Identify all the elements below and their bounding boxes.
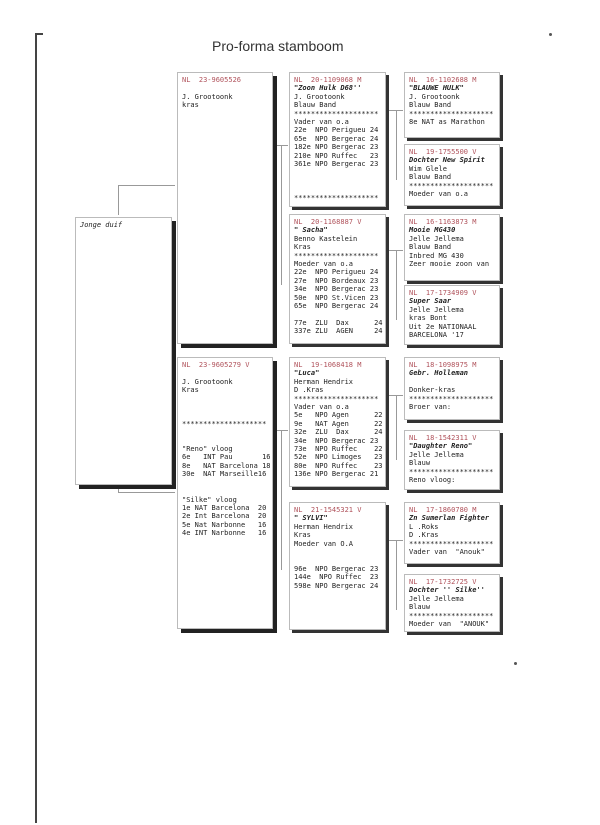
pedigree-line: 27e NPO Bordeaux 23: [294, 276, 379, 285]
pedigree-line: [182, 411, 270, 419]
pedigree-line: [294, 168, 383, 176]
fff-card: [404, 72, 500, 138]
mother-ring: NL 23-9605279 V: [182, 361, 250, 369]
pedigree-line: ********************: [409, 539, 494, 548]
pedigree-line: 22e NPO Perigueu 24: [294, 268, 379, 277]
pedigree-line: Blauw Band: [409, 243, 452, 252]
pedigree-line: Zeer mooie zoon van: [409, 260, 490, 269]
pedigree-line: [294, 177, 383, 185]
connector-line: [118, 185, 175, 186]
pedigree-line: 598e NPO Bergerac 24: [294, 581, 379, 590]
page-title: Pro-forma stamboom: [212, 38, 344, 54]
father-card: [177, 72, 273, 344]
subject-label: Jonge duif: [80, 221, 123, 229]
pedigree-line: Inbred MG 430: [409, 251, 464, 260]
pedigree-line: 65e NPO Bergerac 24: [294, 134, 379, 143]
connector-line: [118, 185, 119, 215]
father-lines: [182, 93, 270, 110]
fm-ring: NL 20-1168887 V: [294, 218, 362, 226]
pedigree-line: 30e NAT Marseille16: [182, 470, 267, 479]
pedigree-line: Jelle Jellema: [409, 450, 464, 459]
fm-lines: [294, 235, 383, 336]
mfm-name: "Daughter Reno": [409, 442, 473, 451]
connector-line: [118, 492, 175, 493]
mfm-lines: [409, 451, 497, 485]
pedigree-line: ********************: [182, 419, 267, 428]
mff-name: Gebr. Holleman: [409, 369, 469, 378]
pedigree-line: Broer van:: [409, 403, 452, 412]
mmm-lines: [409, 595, 497, 629]
pedigree-line: 50e NPO St.Vicen 23: [294, 293, 379, 302]
pedigree-line: Blauw: [409, 603, 431, 612]
pedigree-line: BARCELONA '17: [409, 331, 464, 340]
pedigree-line: J. Grootoonk: [294, 92, 345, 101]
pedigree-line: Reno vloog:: [409, 476, 456, 485]
fmf-ring: NL 16-1163873 M: [409, 218, 477, 226]
pedigree-line: [182, 487, 270, 495]
pedigree-line: 5e Nat Narbonne 16: [182, 520, 267, 529]
pedigree-line: 65e NPO Bergerac 24: [294, 302, 379, 311]
pedigree-line: Moeder van O.A: [294, 539, 354, 548]
father-ring: NL 23-9605526: [182, 76, 242, 84]
pedigree-line: ********************: [409, 394, 494, 403]
pedigree-line: 4e INT Narbonne 16: [182, 529, 267, 538]
pedigree-line: Kras: [182, 386, 199, 395]
pedigree-line: 361e NPO Bergerac 23: [294, 160, 379, 169]
pedigree-line: 80e NPO Ruffec 23: [294, 461, 383, 470]
mff-card: [404, 357, 500, 420]
fmm-card: [404, 285, 500, 345]
fff-ring: NL 16-1102688 M: [409, 76, 477, 84]
pedigree-line: 8e NAT Barcelona 18: [182, 461, 271, 470]
pedigree-line: 144e NPO Ruffec 23: [294, 573, 379, 582]
pedigree-line: Jelle Jellema: [409, 234, 464, 243]
pedigree-line: ********************: [409, 181, 494, 190]
pedigree-line: Kras: [294, 243, 311, 252]
mmm-name: Dochter '' Silke'': [409, 586, 485, 595]
mff-lines: [409, 378, 497, 412]
pedigree-line: ********************: [409, 467, 494, 476]
mfm-ring: NL 18-1542311 V: [409, 434, 477, 442]
mf-lines: [294, 378, 383, 479]
pedigree-line: Vader van "Anouk": [409, 548, 485, 557]
mm-lines: [294, 523, 383, 590]
fmm-lines: [409, 306, 497, 340]
left-margin-bar: [35, 33, 37, 823]
connector-line: [396, 250, 397, 320]
scan-dot: [514, 662, 517, 665]
pedigree-line: ********************: [294, 193, 379, 202]
pedigree-line: Jelle Jellema: [409, 305, 464, 314]
pedigree-line: 34e NPO Bergerac 23: [294, 436, 379, 445]
fff-name: "BLAUWE HULK": [409, 84, 464, 93]
pedigree-line: Kras: [294, 531, 311, 540]
connector-line: [281, 430, 282, 570]
ff-card: [289, 72, 386, 207]
mm-ring: NL 21-1545321 V: [294, 506, 362, 514]
pedigree-line: 73e NPO Ruffec 22: [294, 445, 383, 454]
ff-name: "Zoon Hulk D68'': [294, 84, 362, 93]
pedigree-line: J. Grootoonk: [182, 92, 233, 101]
mmf-name: Zn Sumerlan Fighter: [409, 514, 490, 523]
pedigree-line: 34e NPO Bergerac 23: [294, 285, 379, 294]
mother-card: [177, 357, 273, 629]
connector-line: [396, 110, 397, 180]
subject-card: [75, 217, 172, 485]
pedigree-line: 182e NPO Bergerac 23: [294, 143, 379, 152]
pedigree-line: ********************: [409, 109, 494, 118]
ff-lines: [294, 93, 383, 202]
pedigree-line: Moeder van o.a: [294, 260, 354, 269]
pedigree-line: ********************: [294, 251, 379, 260]
pedigree-line: [182, 479, 270, 487]
mf-name: "Luca": [294, 369, 320, 378]
pedigree-line: 210e NPO Ruffec 23: [294, 151, 379, 160]
mmf-lines: [409, 523, 497, 557]
scan-dot: [549, 33, 552, 36]
father-content: [182, 76, 270, 110]
mf-card: [289, 357, 386, 487]
pedigree-line: 6e INT Pau 16: [182, 453, 271, 462]
pedigree-line: 337e ZLU AGEN 24: [294, 327, 383, 336]
pedigree-line: 1e NAT Barcelona 20: [182, 503, 267, 512]
pedigree-line: ********************: [409, 611, 494, 620]
pedigree-line: Blauw Band: [294, 101, 337, 110]
ffm-ring: NL 19-1755500 V: [409, 148, 477, 156]
left-margin-tick: [35, 33, 43, 35]
mf-ring: NL 19-1068418 M: [294, 361, 362, 369]
pedigree-line: [294, 185, 383, 193]
pedigree-line: [409, 378, 497, 386]
pedigree-line: "Silke" vloog: [182, 495, 237, 504]
pedigree-line: D .Kras: [294, 386, 324, 395]
pedigree-line: [294, 310, 383, 318]
pedigree-line: Jelle Jellema: [409, 594, 464, 603]
pedigree-line: Uit 2e NATIONAAL: [409, 322, 477, 331]
pedigree-line: "Reno" vloog: [182, 445, 233, 454]
ff-ring: NL 20-1109068 M: [294, 76, 362, 84]
pedigree-line: Vader van o.a: [294, 118, 349, 127]
pedigree-line: D .Kras: [409, 531, 439, 540]
mm-card: [289, 502, 386, 630]
pedigree-line: 22e NPO Perigueu 24: [294, 126, 379, 135]
mother-lines: [182, 378, 270, 538]
mfm-card: [404, 430, 500, 490]
fmf-lines: [409, 235, 497, 269]
fm-card: [289, 214, 386, 344]
pedigree-line: Moeder van o.a: [409, 190, 469, 199]
ffm-card: [404, 144, 500, 206]
mff-ring: NL 18-1098975 M: [409, 361, 477, 369]
connector-line: [396, 395, 397, 460]
ffm-lines: [409, 165, 497, 199]
pedigree-line: 52e NPO Limoges 23: [294, 453, 383, 462]
connector-line: [396, 540, 397, 610]
pedigree-line: [182, 437, 270, 445]
pedigree-line: L .Roks: [409, 522, 439, 531]
pedigree-line: [182, 428, 270, 436]
pedigree-line: Benno Kastelein: [294, 234, 358, 243]
pedigree-line: Herman Hendrix: [294, 377, 354, 386]
pedigree-line: Donker-kras: [409, 386, 456, 395]
fmf-name: Mooie MG430: [409, 226, 456, 235]
fmm-ring: NL 17-1734909 V: [409, 289, 477, 297]
pedigree-line: Blauw: [409, 459, 431, 468]
pedigree-line: ********************: [294, 109, 379, 118]
pedigree-line: [294, 548, 383, 556]
pedigree-line: J. Grootoonk: [182, 377, 233, 386]
pedigree-line: ********************: [294, 394, 379, 403]
fmm-name: Super Saar: [409, 297, 452, 306]
mmm-card: [404, 574, 500, 632]
mm-name: " SYLVI": [294, 514, 328, 523]
pedigree-line: Blauw Band: [409, 173, 452, 182]
mmf-ring: NL 17-1860780 M: [409, 506, 477, 514]
pedigree-line: Moeder van "ANOUK": [409, 620, 490, 629]
pedigree-line: Vader van o.a: [294, 403, 349, 412]
fmf-card: [404, 214, 500, 281]
mmf-card: [404, 502, 500, 564]
pedigree-line: kras: [182, 101, 199, 110]
pedigree-line: kras Bont: [409, 314, 447, 323]
pedigree-line: 2e Int Barcelona 20: [182, 512, 267, 521]
pedigree-line: 5e NPO Agen 22: [294, 411, 383, 420]
pedigree-line: 8e NAT as Marathon: [409, 118, 485, 127]
fm-name: " Sacha": [294, 226, 328, 235]
mmm-ring: NL 17-1732725 V: [409, 578, 477, 586]
pedigree-line: Blauw Band: [409, 101, 452, 110]
connector-line: [281, 145, 282, 285]
pedigree-line: Herman Hendrix: [294, 522, 354, 531]
fff-lines: [409, 93, 497, 127]
ffm-name: Dochter New Spirit: [409, 156, 485, 165]
pedigree-line: [182, 395, 270, 403]
pedigree-line: J. Grootoonk: [409, 92, 460, 101]
pedigree-line: 32e ZLU Dax 24: [294, 428, 383, 437]
pedigree-line: 136e NPO Bergerac 21: [294, 470, 379, 479]
pedigree-line: [294, 556, 383, 564]
pedigree-line: 9e NAT Agen 22: [294, 419, 383, 428]
pedigree-line: 77e ZLU Dax 24: [294, 318, 383, 327]
pedigree-line: [182, 403, 270, 411]
pedigree-line: 96e NPO Bergerac 23: [294, 564, 379, 573]
pedigree-line: Wim Glele: [409, 164, 447, 173]
